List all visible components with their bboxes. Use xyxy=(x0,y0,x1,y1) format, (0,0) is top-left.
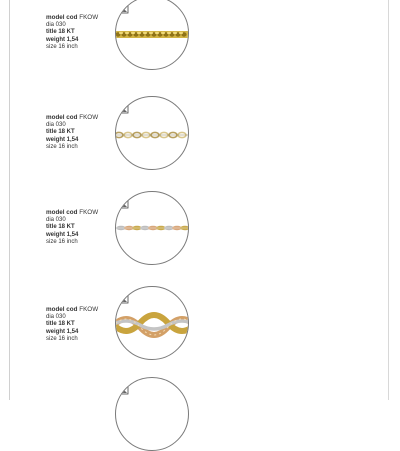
size-spec: size 16 inch xyxy=(46,239,78,246)
chain-oval-link xyxy=(116,132,188,137)
dia-spec: dia 030 xyxy=(46,313,66,320)
product-item[interactable] xyxy=(0,375,400,400)
logo-text: Fik xyxy=(116,381,125,387)
logo-text: Fik xyxy=(116,195,125,201)
logo-text: Fik xyxy=(116,290,125,296)
product-image-disc[interactable] xyxy=(115,377,189,451)
model-line xyxy=(46,306,98,314)
dia-spec: dia 030 xyxy=(46,21,66,28)
size-spec: size 16 inch xyxy=(46,336,78,343)
weight-spec: weight 1,54 xyxy=(46,328,79,335)
dia-spec: dia 030 xyxy=(46,121,66,128)
product-image-disc[interactable] xyxy=(115,191,189,265)
model-label: model cod xyxy=(46,209,78,216)
fik-logo xyxy=(116,378,129,396)
product-image-disc[interactable] xyxy=(115,286,189,360)
product-specs xyxy=(46,306,98,344)
title-spec: title 18 KT xyxy=(46,29,75,36)
chain-tri-color-braid xyxy=(116,315,188,335)
logo-text: Fik xyxy=(116,0,125,6)
chain-image xyxy=(116,0,188,69)
chain-image xyxy=(116,97,188,169)
chain-tri-color-twist xyxy=(116,226,188,230)
model-code: FKOW xyxy=(79,14,99,21)
product-item[interactable] xyxy=(0,0,400,95)
product-image-disc[interactable] xyxy=(115,96,189,170)
model-code: FKOW xyxy=(79,306,99,313)
model-label: model cod xyxy=(46,306,78,313)
product-item[interactable] xyxy=(0,197,400,292)
product-specs xyxy=(46,14,98,52)
title-spec: title 18 KT xyxy=(46,129,75,136)
model-line xyxy=(46,209,98,217)
model-label: model cod xyxy=(46,14,78,21)
title-spec: title 18 KT xyxy=(46,321,75,328)
product-item[interactable] xyxy=(0,100,400,195)
model-line xyxy=(46,114,98,122)
weight-spec: weight 1,54 xyxy=(46,36,79,43)
chain-rope xyxy=(116,31,188,38)
logo-text: Fik xyxy=(116,100,125,106)
chain-image xyxy=(116,287,188,359)
title-spec: title 18 KT xyxy=(46,224,75,231)
weight-spec: weight 1,54 xyxy=(46,231,79,238)
product-specs xyxy=(46,114,98,152)
chain-image xyxy=(116,192,188,264)
model-code: FKOW xyxy=(79,209,99,216)
weight-spec: weight 1,54 xyxy=(46,136,79,143)
model-code: FKOW xyxy=(79,114,99,121)
product-specs xyxy=(46,209,98,247)
model-label: model cod xyxy=(46,114,78,121)
dia-spec: dia 030 xyxy=(46,216,66,223)
model-line xyxy=(46,14,98,22)
size-spec: size 16 inch xyxy=(46,44,78,51)
product-image-disc[interactable] xyxy=(115,0,189,70)
size-spec: size 16 inch xyxy=(46,144,78,151)
